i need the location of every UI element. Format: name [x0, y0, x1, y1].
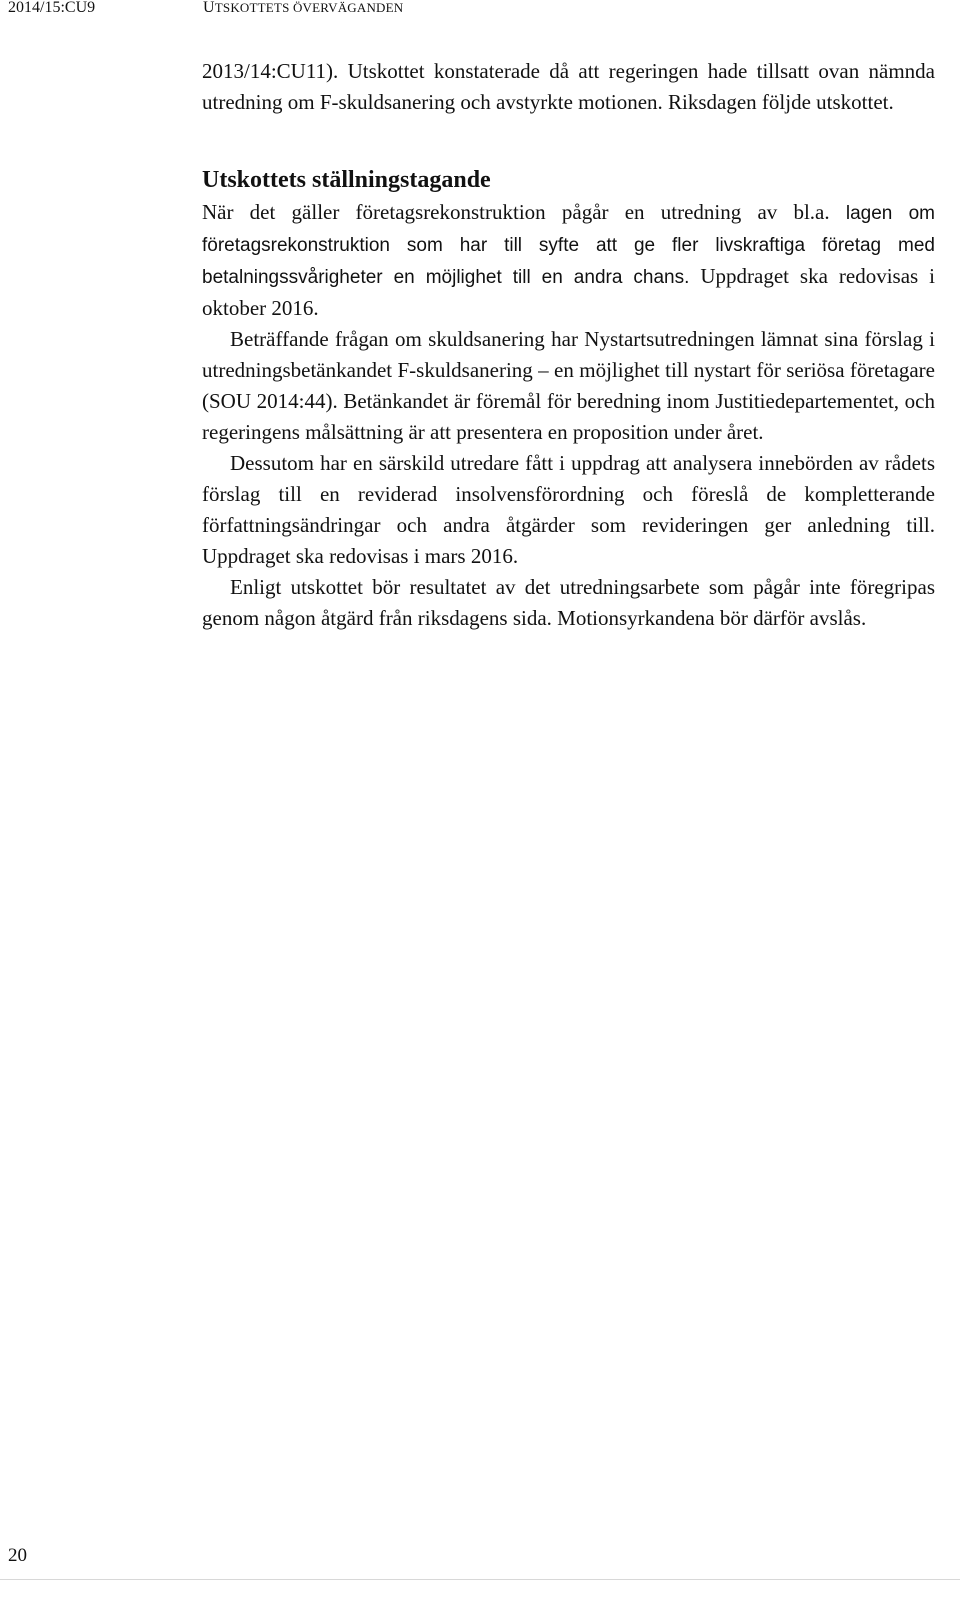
paragraph-2-tail: Betänkandet är föremål för beredning inom Justitiedepartementet, och regeringens målsättning är att presentera en proposition under året.: [202, 389, 935, 444]
section-header-rest: TSKOTTETS ÖVERVÄGANDEN: [214, 0, 404, 15]
footer-divider: [0, 1579, 960, 1588]
paragraph-1: [202, 197, 935, 324]
document-id: 2014/15:CU9: [8, 0, 96, 16]
section-header: [203, 0, 403, 16]
section-heading: Utskottets ställningstagande: [202, 167, 491, 193]
paragraph-2-lead: Beträffande frågan om skuldsanering har Nystartsutredningen lämnat sina förslag i utredningsbetänkandet F-skuldsanering – en möjlighet till nystart för seriösa företagare (SOU 2014:44).: [202, 327, 935, 413]
paragraph-1-lead: När det gäller företagsrekonstruktion pågår en utredning av bl.a.: [202, 200, 830, 224]
section-header-initial: U: [203, 0, 215, 16]
paragraph-3: Dessutom har en särskild utredare fått i uppdrag att analysera innebörden av rådets förslag till en reviderad insolvensförordning och föreslå de kompletterande författningsändringar och andra åtgärder som revideringen ger anledning till. Uppdraget ska redovisas i mars 2016.: [202, 451, 935, 568]
paragraph-1-tail: Uppdraget ska redovisas i oktober 2016.: [202, 264, 935, 320]
paragraph-1-sans-text: lagen om företagsrekonstruktion som har till syfte att ge fler livskraftiga företag med betalningssvårigheter en möjlighet till en andra chans.: [202, 203, 935, 288]
running-header: [0, 0, 960, 32]
body-text: [202, 56, 935, 634]
page-number: 20: [8, 1545, 27, 1566]
paragraph-2: [202, 324, 935, 448]
intro-paragraph: 2013/14:CU11). Utskottet konstaterade då att regeringen hade tillsatt ovan nämnda utredning om F-skuldsanering och avstyrkte motionen. Riksdagen följde utskottet.: [202, 59, 935, 114]
paragraph-4: Enligt utskottet bör resultatet av det utredningsarbete som pågår inte föregripas genom någon åtgärd från riksdagens sida. Motionsyrkandena bör därför avslås.: [202, 575, 935, 630]
